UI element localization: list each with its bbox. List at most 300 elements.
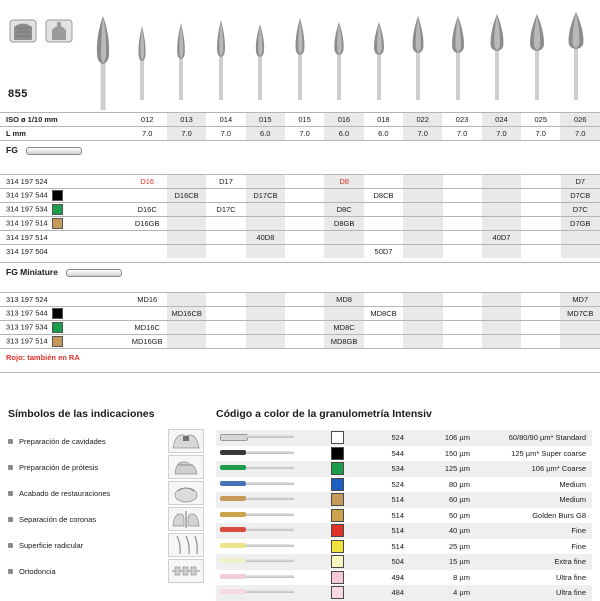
length-value: 7.0 xyxy=(521,127,560,141)
fg-table xyxy=(0,174,600,258)
fg-miniature-title: FG Miniature xyxy=(6,267,58,277)
grain-micron: 150 µm xyxy=(414,446,482,462)
bur-sample xyxy=(216,554,320,570)
cell xyxy=(167,231,206,245)
cell xyxy=(206,335,245,349)
grain-name: Standard xyxy=(556,433,586,442)
length-value: 7.0 xyxy=(167,127,206,141)
cell xyxy=(403,189,442,203)
grain-name: Ultra fine xyxy=(482,570,592,586)
grain-code: 534 xyxy=(354,461,414,477)
table-row xyxy=(216,585,592,601)
table-row xyxy=(216,508,592,524)
indication-label: Separación de coronas xyxy=(19,515,168,524)
crown-separation-icon xyxy=(168,507,204,531)
cell: D16C xyxy=(127,203,166,217)
bullet-icon xyxy=(8,465,13,470)
grain-chip xyxy=(320,570,354,586)
bur-item xyxy=(517,10,557,102)
grain-code: 514 xyxy=(354,539,414,555)
length-value: 7.0 xyxy=(206,127,245,141)
grain-code: 504 xyxy=(354,554,414,570)
cell: MD16GB xyxy=(128,335,167,349)
length-value: 7.0 xyxy=(403,127,442,141)
grain-extra: 125 µm* xyxy=(511,449,539,458)
grain-micron: 8 µm xyxy=(414,570,482,586)
fg-mini-title-row xyxy=(0,263,600,282)
bur-item xyxy=(280,10,320,102)
cell xyxy=(127,231,166,245)
length-value: 7.0 xyxy=(128,127,167,141)
fg-section xyxy=(0,140,600,159)
bullet-icon xyxy=(8,439,13,444)
cell xyxy=(206,307,245,321)
bur-sample xyxy=(216,539,320,555)
bur-sample xyxy=(216,492,320,508)
table-row xyxy=(0,175,600,189)
grain-table xyxy=(216,430,592,601)
cell: D17CB xyxy=(246,189,285,203)
fg-shank-icon xyxy=(26,147,82,155)
cell xyxy=(521,307,560,321)
iso-value: 014 xyxy=(206,113,245,127)
cell xyxy=(443,245,482,259)
table-row xyxy=(0,335,600,349)
reference-bur-large xyxy=(92,14,114,112)
grain-chip xyxy=(320,523,354,539)
bur-sample xyxy=(216,430,320,446)
cell xyxy=(285,335,324,349)
cell: D8C xyxy=(324,203,363,217)
cell xyxy=(206,293,245,307)
cell xyxy=(285,231,324,245)
grain-name: Ultra fine xyxy=(482,585,592,601)
bur-item xyxy=(438,10,478,102)
cell xyxy=(521,293,560,307)
list-item xyxy=(8,506,204,532)
product-code: 855 xyxy=(8,88,28,100)
iso-value: 012 xyxy=(128,113,167,127)
cell xyxy=(560,321,600,335)
table-row xyxy=(0,245,600,259)
cell xyxy=(403,231,442,245)
grain-code: 544 xyxy=(354,446,414,462)
grain-micron: 80 µm xyxy=(414,477,482,493)
indication-label: Preparación de prótesis xyxy=(19,463,168,472)
grain-name: Super coarse xyxy=(541,449,586,458)
bur-sample xyxy=(216,570,320,586)
cell xyxy=(364,217,403,231)
grain-code: 514 xyxy=(354,492,414,508)
grain-name: Fine xyxy=(482,539,592,555)
length-value: 7.0 xyxy=(442,127,481,141)
iso-value: 026 xyxy=(560,113,600,127)
cell xyxy=(521,189,560,203)
table-row xyxy=(0,189,600,203)
cell xyxy=(521,245,560,259)
bur-item xyxy=(557,10,597,102)
cell: D8CB xyxy=(364,189,403,203)
bur-item xyxy=(320,10,360,102)
cell xyxy=(128,307,167,321)
cell: MD8C xyxy=(324,321,363,335)
grain-swatch xyxy=(52,190,63,201)
cell: 40D8 xyxy=(246,231,285,245)
cell xyxy=(285,245,324,259)
iso-value: 018 xyxy=(364,113,403,127)
cell: MD8GB xyxy=(324,335,363,349)
cell xyxy=(324,189,363,203)
cell xyxy=(521,335,560,349)
grain-chip xyxy=(320,461,354,477)
cell xyxy=(403,245,442,259)
table-row xyxy=(216,570,592,586)
cell xyxy=(206,321,245,335)
cell xyxy=(167,203,206,217)
cell xyxy=(403,293,442,307)
table-row xyxy=(0,293,600,307)
iso-label: ISO ø 1/10 mm xyxy=(0,113,128,127)
grain-extra: 106 µm* xyxy=(532,464,560,473)
cell: MD16C xyxy=(128,321,167,335)
cell: MD8 xyxy=(324,293,363,307)
cell xyxy=(285,307,324,321)
cell xyxy=(561,245,600,259)
grain-micron: 25 µm xyxy=(414,539,482,555)
iso-value: 016 xyxy=(324,113,363,127)
cell xyxy=(521,203,560,217)
order-code: 314 197 544 xyxy=(6,190,48,199)
table-row xyxy=(0,203,600,217)
cell: D16CB xyxy=(167,189,206,203)
bur-item xyxy=(399,10,439,102)
order-code: 314 197 534 xyxy=(6,204,48,213)
cell xyxy=(443,293,482,307)
cell xyxy=(364,203,403,217)
size-table xyxy=(0,112,600,140)
cell xyxy=(285,293,324,307)
cell xyxy=(206,231,245,245)
footnote: Rojo: también en RA xyxy=(6,353,80,362)
grain-name: Medium xyxy=(482,477,592,493)
prosthesis-preparation-icon xyxy=(168,455,204,479)
grain-name: Fine xyxy=(482,523,592,539)
table-row xyxy=(216,430,592,446)
cell xyxy=(443,231,482,245)
cell xyxy=(167,175,206,189)
grain-swatch xyxy=(52,308,63,319)
cell xyxy=(482,335,521,349)
order-code: 313 197 524 xyxy=(0,293,128,307)
cell: D7 xyxy=(561,175,600,189)
cell: D17 xyxy=(206,175,245,189)
grain-chip xyxy=(320,430,354,446)
bullet-icon xyxy=(8,569,13,574)
indications-panel xyxy=(8,408,204,584)
grain-name: Medium xyxy=(482,492,592,508)
cell xyxy=(482,217,521,231)
restoration-finishing-icon xyxy=(168,481,204,505)
cell: MD7CB xyxy=(560,307,600,321)
bur-item xyxy=(478,10,518,102)
cell xyxy=(246,175,285,189)
cell: MD8CB xyxy=(364,307,403,321)
grain-swatch xyxy=(52,336,63,347)
grain-extra: 60/80/90 µm* xyxy=(509,433,554,442)
cell xyxy=(167,217,206,231)
cell xyxy=(285,175,324,189)
cell: D7C xyxy=(561,203,600,217)
iso-row xyxy=(0,113,600,127)
table-row xyxy=(216,461,592,477)
length-value: 7.0 xyxy=(285,127,324,141)
cell xyxy=(443,175,482,189)
cell xyxy=(482,175,521,189)
cell xyxy=(403,307,442,321)
cell xyxy=(364,321,403,335)
iso-value: 023 xyxy=(442,113,481,127)
cell xyxy=(482,307,521,321)
indications-title: Símbolos de las indicaciones xyxy=(8,408,204,420)
bur-item xyxy=(359,10,399,102)
cell xyxy=(206,217,245,231)
fg-miniature-table xyxy=(0,292,600,365)
cell xyxy=(482,189,521,203)
cell xyxy=(403,203,442,217)
length-value: 7.0 xyxy=(560,127,600,141)
grain-micron: 4 µm xyxy=(414,585,482,601)
bur-item xyxy=(201,10,241,102)
cell: D16 xyxy=(127,175,166,189)
bullet-icon xyxy=(8,543,13,548)
cell xyxy=(364,335,403,349)
grain-code: 514 xyxy=(354,523,414,539)
cell xyxy=(324,307,363,321)
iso-value: 022 xyxy=(403,113,442,127)
length-row xyxy=(0,127,600,141)
root-surface-icon xyxy=(168,533,204,557)
cell xyxy=(246,321,285,335)
cell: D8GB xyxy=(324,217,363,231)
cell xyxy=(127,245,166,259)
fg-miniature-section xyxy=(0,262,600,281)
list-item xyxy=(8,532,204,558)
cell xyxy=(443,189,482,203)
grain-chip xyxy=(320,585,354,601)
cell xyxy=(560,335,600,349)
bur-sample xyxy=(216,523,320,539)
iso-value: 013 xyxy=(167,113,206,127)
grain-name: Extra fine xyxy=(482,554,592,570)
bur-shape-icon-1 xyxy=(8,18,38,44)
grain-chip xyxy=(320,492,354,508)
cell xyxy=(403,217,442,231)
indication-label: Ortodoncia xyxy=(19,567,168,576)
cell xyxy=(364,231,403,245)
footnote-row xyxy=(0,349,600,366)
order-code: 314 197 514 xyxy=(6,218,48,227)
cell xyxy=(324,231,363,245)
cell xyxy=(443,203,482,217)
bur-item xyxy=(162,10,202,102)
cell xyxy=(285,321,324,335)
indication-label: Acabado de restauraciones xyxy=(19,489,168,498)
length-value: 7.0 xyxy=(482,127,521,141)
grain-code: 514 xyxy=(354,508,414,524)
cell xyxy=(561,231,600,245)
table-row xyxy=(216,539,592,555)
order-code: 313 197 534 xyxy=(6,322,48,331)
cell xyxy=(443,335,482,349)
iso-value: 015 xyxy=(285,113,324,127)
table-row xyxy=(0,307,600,321)
grain-code: 524 xyxy=(354,477,414,493)
grain-name: Coarse xyxy=(562,464,586,473)
bur-sample xyxy=(216,461,320,477)
cell: D7GB xyxy=(561,217,600,231)
cell xyxy=(246,203,285,217)
grain-micron: 125 µm xyxy=(414,461,482,477)
cell xyxy=(521,231,560,245)
bullet-icon xyxy=(8,491,13,496)
order-code: 314 197 514 xyxy=(0,231,127,245)
cell: 40D7 xyxy=(482,231,521,245)
indication-label: Superficie radicular xyxy=(19,541,168,550)
grain-micron: 106 µm xyxy=(414,430,482,446)
grain-chip xyxy=(320,477,354,493)
length-value: 6.0 xyxy=(364,127,403,141)
cell: MD16CB xyxy=(167,307,206,321)
cell xyxy=(167,335,206,349)
bur-sample xyxy=(216,446,320,462)
grain-swatch xyxy=(52,204,63,215)
length-value: 6.0 xyxy=(324,127,363,141)
list-item xyxy=(8,428,204,454)
grain-micron: 40 µm xyxy=(414,523,482,539)
cell xyxy=(443,321,482,335)
cell xyxy=(521,175,560,189)
bur-sample xyxy=(216,477,320,493)
cell: D8 xyxy=(324,175,363,189)
indication-label: Preparación de cavidades xyxy=(19,437,168,446)
grain-swatch xyxy=(52,218,63,229)
cell: 50D7 xyxy=(364,245,403,259)
grain-code: 484 xyxy=(354,585,414,601)
grain-chip xyxy=(320,446,354,462)
cell xyxy=(167,293,206,307)
bur-item xyxy=(122,10,162,102)
cell xyxy=(246,335,285,349)
bur-shape-icon-2 xyxy=(44,18,74,44)
list-item xyxy=(8,454,204,480)
bur-item xyxy=(241,10,281,102)
order-code: 314 197 524 xyxy=(0,175,127,189)
grain-micron: 60 µm xyxy=(414,492,482,508)
cell xyxy=(364,293,403,307)
cell xyxy=(246,307,285,321)
table-row xyxy=(216,477,592,493)
iso-value: 024 xyxy=(482,113,521,127)
cell: D7CB xyxy=(561,189,600,203)
cell xyxy=(127,189,166,203)
cell xyxy=(285,203,324,217)
grain-title: Código a color de la granulometría Intensiv xyxy=(216,408,592,420)
cell xyxy=(521,321,560,335)
grain-name: Golden Burs G8 xyxy=(482,508,592,524)
grain-micron: 15 µm xyxy=(414,554,482,570)
orthodontics-icon xyxy=(168,559,204,583)
bur-sample xyxy=(216,585,320,601)
cell: MD7 xyxy=(560,293,600,307)
cell xyxy=(443,217,482,231)
list-item xyxy=(8,480,204,506)
cell: D16GB xyxy=(127,217,166,231)
table-row xyxy=(0,231,600,245)
grain-chip xyxy=(320,508,354,524)
table-row xyxy=(216,446,592,462)
cell xyxy=(167,245,206,259)
grain-code: 524 xyxy=(354,430,414,446)
bur-row xyxy=(122,10,596,102)
cell xyxy=(246,245,285,259)
cell xyxy=(246,217,285,231)
table-row xyxy=(0,321,600,335)
bur-illustration-band xyxy=(0,0,600,112)
table-row xyxy=(216,554,592,570)
length-value: 6.0 xyxy=(246,127,285,141)
list-item xyxy=(8,558,204,584)
cell xyxy=(246,293,285,307)
length-label: L mm xyxy=(0,127,128,141)
fg-title-row xyxy=(0,141,600,160)
cell xyxy=(482,203,521,217)
cell xyxy=(403,175,442,189)
grain-chip xyxy=(320,539,354,555)
table-row xyxy=(0,217,600,231)
cell xyxy=(482,321,521,335)
table-row xyxy=(216,492,592,508)
iso-value: 015 xyxy=(246,113,285,127)
bullet-icon xyxy=(8,517,13,522)
cavity-preparation-icon xyxy=(168,429,204,453)
order-code: 313 197 544 xyxy=(6,308,48,317)
cell xyxy=(206,245,245,259)
cell xyxy=(364,175,403,189)
bur-sample xyxy=(216,508,320,524)
cell xyxy=(521,217,560,231)
cell: MD16 xyxy=(128,293,167,307)
cell: D17C xyxy=(206,203,245,217)
cell xyxy=(403,335,442,349)
divider xyxy=(0,372,600,373)
fg-title: FG xyxy=(6,145,18,155)
table-row xyxy=(216,523,592,539)
grain-code: 494 xyxy=(354,570,414,586)
order-code: 314 197 504 xyxy=(0,245,127,259)
cell xyxy=(482,293,521,307)
grain-swatch xyxy=(52,322,63,333)
cell xyxy=(285,217,324,231)
iso-value: 025 xyxy=(521,113,560,127)
cell xyxy=(324,245,363,259)
cell xyxy=(206,189,245,203)
order-code: 313 197 514 xyxy=(6,336,48,345)
cell xyxy=(285,189,324,203)
cell xyxy=(167,321,206,335)
cell xyxy=(443,307,482,321)
grain-chip xyxy=(320,554,354,570)
cell xyxy=(403,321,442,335)
